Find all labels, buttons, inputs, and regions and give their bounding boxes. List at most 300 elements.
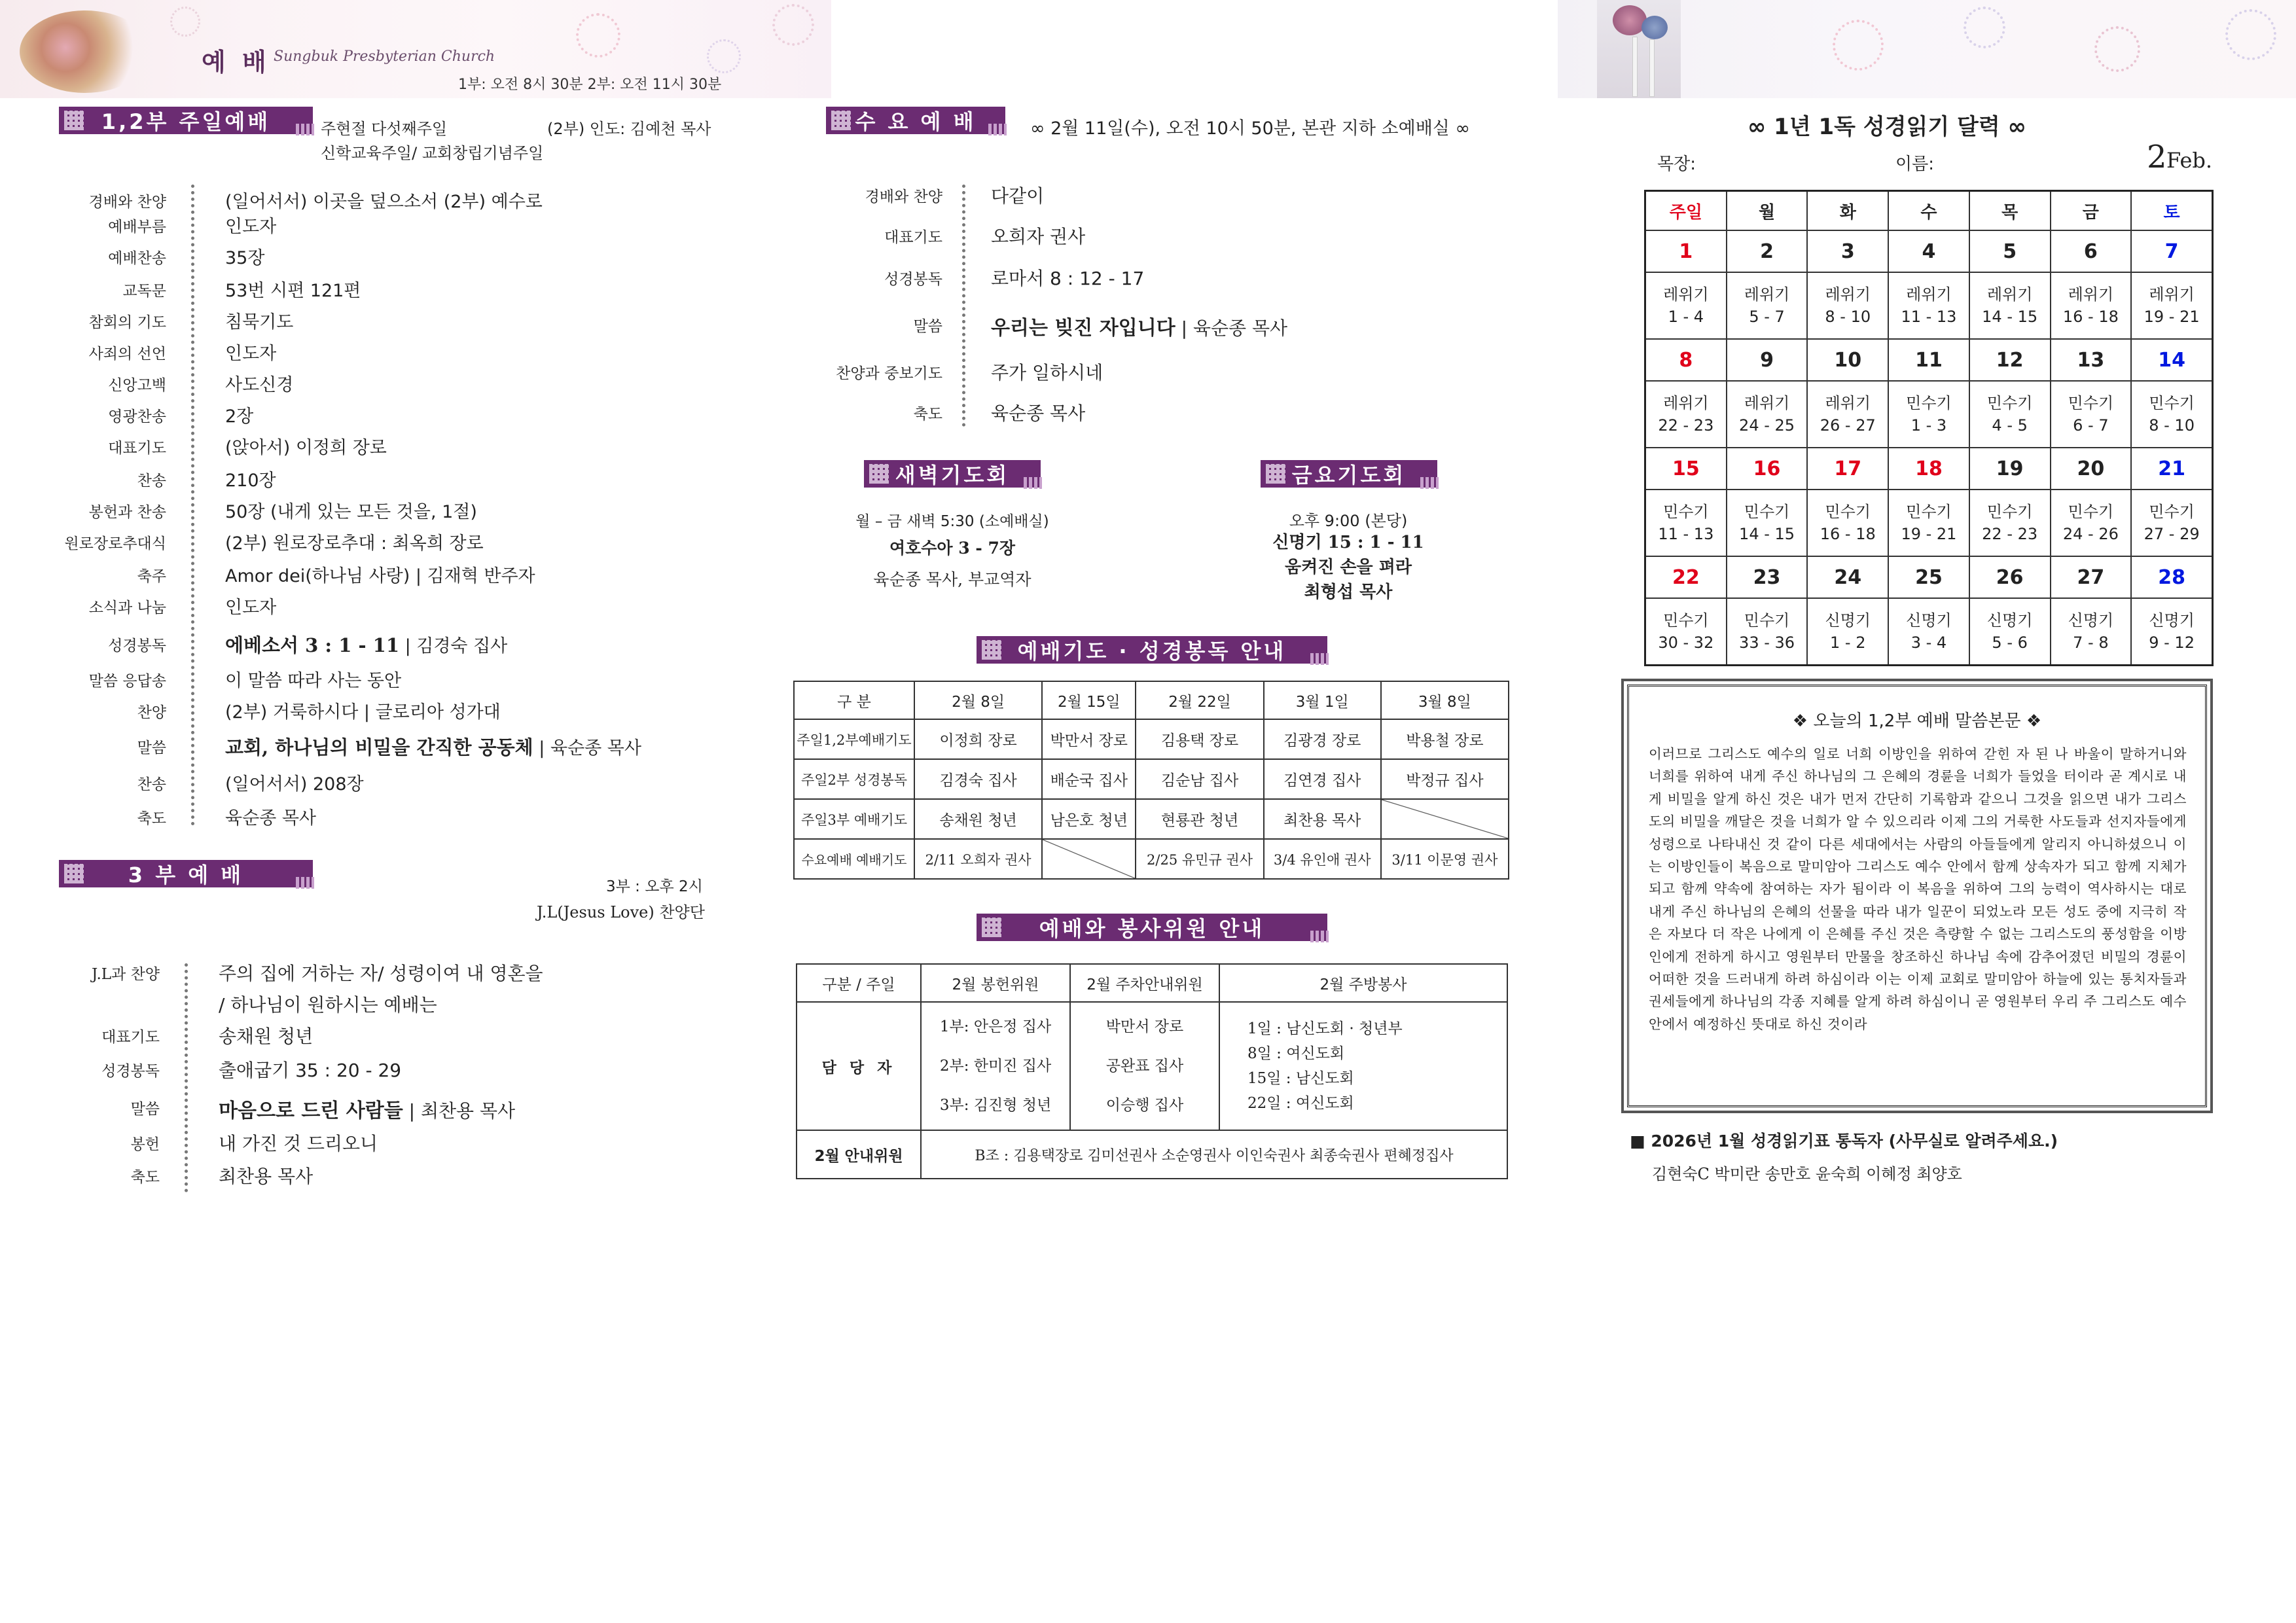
order-item-label: 영광찬송 [108, 408, 166, 425]
wednesday-info: ∞ 2월 11일(수), 오전 10시 50분, 본관 지하 소예배실 ∞ [1030, 118, 1470, 139]
reading-book: 민수기 [2149, 394, 2195, 412]
calendar-date-row [1645, 339, 2213, 381]
table-header: 2월 22일 [1136, 681, 1263, 719]
reading-book: 민수기 [1663, 503, 1709, 521]
order-item-value [225, 187, 543, 213]
order-item-text: 210장 [225, 471, 276, 491]
order-item-value [991, 223, 1085, 249]
calendar-date: 3 [1807, 230, 1888, 272]
reading-book: 민수기 [1906, 394, 1952, 412]
calendar-date: 22 [1645, 556, 1727, 598]
calendar-date-row [1645, 230, 2213, 272]
offering-3: 3부: 김진형 청년 [939, 1097, 1052, 1114]
calendar-date: 20 [2051, 448, 2132, 490]
sunday-week: 주현절 다섯째주일 [321, 120, 448, 138]
calendar-day-header-row [1645, 191, 2213, 231]
dawn-time: 월 – 금 새벽 5:30 (소예배실) [855, 513, 1049, 530]
day-header: 화 [1807, 191, 1888, 231]
order-item-label: 말씀 [137, 740, 166, 757]
order-item-value [225, 339, 276, 365]
reading-note-title: ■ 2026년 1월 성경읽기표 통독자 (사무실로 알려주세요.) [1630, 1132, 2058, 1150]
reading-chapters: 16 - 18 [1820, 525, 1876, 543]
calendar-date: 21 [2131, 448, 2212, 490]
reading-chapters: 24 - 26 [2062, 525, 2119, 543]
table-header-row [794, 681, 1509, 719]
table-cell: 김광경 장로 [1264, 719, 1381, 759]
reading-book: 신명기 [2068, 611, 2114, 630]
calendar-date: 10 [1807, 339, 1888, 381]
order-item-label: 참회의 기도 [88, 314, 166, 331]
reading-book: 민수기 [2149, 503, 2195, 521]
calendar-reading [1727, 272, 1808, 339]
snowflake-icon [772, 4, 814, 46]
reading-book: 민수기 [2068, 503, 2114, 521]
reading-chapters: 22 - 23 [1658, 416, 1714, 435]
order-item-text: 다같이 [991, 185, 1045, 207]
day-header: 월 [1727, 191, 1808, 231]
order-item-label: J.L과 찬양 [92, 966, 160, 983]
order-item-value [219, 1022, 313, 1048]
calendar-reading [1888, 598, 1969, 666]
order-item-extra: | 육순종 목사 [533, 738, 641, 758]
order-item-label: 성경봉독 [101, 1063, 160, 1080]
order-item-label: 봉헌과 찬송 [88, 504, 166, 521]
calendar-reading [1969, 272, 2051, 339]
order-item-text: 주가 일하시네 [991, 362, 1103, 383]
calendar-date: 4 [1888, 230, 1969, 272]
reading-book: 레위기 [1663, 285, 1709, 304]
volunteer-table [796, 963, 1508, 1179]
order-item-text: 내 가진 것 드리오니 [219, 1133, 378, 1154]
table-cell: 2/25 유민규 권사 [1136, 839, 1263, 879]
order-item-value [225, 370, 293, 396]
friday-time: 오후 9:00 (본당) [1289, 512, 1408, 530]
church-name: Sungbuk Presbyterian Church [274, 48, 495, 65]
calendar-date: 6 [2051, 230, 2132, 272]
table-cell: 2/11 오희자 권사 [914, 839, 1042, 879]
calendar-date: 9 [1727, 339, 1808, 381]
calendar-reading [1888, 490, 1969, 556]
table-row [794, 759, 1509, 799]
table-header-row [797, 964, 1507, 1002]
table-row [794, 799, 1509, 839]
order-item-value [991, 359, 1103, 385]
table-header: 2월 8일 [914, 681, 1042, 719]
calendar-reading [2131, 272, 2212, 339]
calendar-date-row [1645, 448, 2213, 490]
order-item-value [225, 276, 361, 302]
table-header: 2월 주방봉사 [1219, 964, 1507, 1002]
order-item-text: 우리는 빚진 자입니다 [991, 317, 1175, 340]
order-item-text: / 하나님이 원하시는 예배는 [219, 994, 437, 1016]
table-cell: 송채원 청년 [914, 799, 1042, 839]
calendar-reading [1727, 381, 1808, 448]
section-wednesday-service: 수 요 예 배 [826, 107, 1005, 134]
table-cell: 이정희 장로 [914, 719, 1042, 759]
kitchen-1: 1일 : 남신도회 · 청년부 [1247, 1020, 1403, 1037]
order-item-label: 대표기도 [108, 440, 166, 457]
order-item-text: 인도자 [225, 217, 277, 237]
calendar-reading-row [1645, 490, 2213, 556]
row-label: 주일2부 성경봉독 [794, 759, 914, 799]
reading-book: 민수기 [1986, 503, 2033, 521]
order-item-label: 교독문 [122, 283, 166, 300]
dotted-divider [191, 185, 198, 826]
calendar-reading [1969, 381, 2051, 448]
reading-book: 레위기 [1663, 394, 1709, 412]
third-choir: J.L(Jesus Love) 찬양단 [537, 903, 705, 921]
offering-2: 2부: 한미진 집사 [939, 1058, 1052, 1075]
table-cell-empty [1042, 839, 1136, 879]
order-item-text: 육순종 목사 [225, 808, 316, 829]
reading-chapters: 1 - 3 [1910, 416, 1947, 435]
table-cell: 박용철 장로 [1381, 719, 1509, 759]
order-item-label: 축도 [913, 406, 942, 423]
reading-book: 신명기 [1986, 611, 2033, 630]
order-item-value [219, 1162, 313, 1188]
flower-image [20, 10, 151, 93]
order-item-value [991, 312, 1287, 340]
order-item-label: 원로장로추대식 [64, 535, 166, 552]
order-item-label: 성경봉독 [108, 637, 166, 654]
calendar-reading [1888, 381, 1969, 448]
reading-chapters: 1 - 4 [1668, 308, 1704, 326]
order-item-text: 최찬용 목사 [219, 1166, 314, 1187]
table-header: 3월 1일 [1264, 681, 1381, 719]
parking-1: 박만서 장로 [1105, 1018, 1184, 1035]
order-item-value [219, 1056, 401, 1082]
table-header: 구 분 [794, 681, 914, 719]
order-item-text: Amor dei(하나님 사랑) | 김재혁 반주자 [225, 566, 535, 586]
reading-book: 신명기 [1825, 611, 1871, 630]
order-item-text: 이 말씀 따라 사는 동안 [225, 671, 402, 691]
section-prayer-table: 예배기도 · 성경봉독 안내 [977, 636, 1327, 664]
order-item-value [225, 562, 535, 587]
prayer-schedule-table [793, 681, 1509, 880]
third-time: 3부 : 오후 2시 [606, 878, 703, 895]
order-item-label: 말씀 [130, 1101, 160, 1118]
order-item-text: 인도자 [225, 344, 277, 364]
parking-3: 이승행 집사 [1105, 1097, 1184, 1114]
row-label: 담 당 자 [797, 1002, 921, 1130]
table-cell: 3/4 유인애 권사 [1264, 839, 1381, 879]
order-item-label: 말씀 [913, 318, 942, 335]
snowflake-icon [1964, 7, 2005, 48]
calendar-date: 13 [2051, 339, 2132, 381]
friday-title: 움켜진 손을 펴라 [1285, 558, 1412, 577]
calendar-date: 23 [1727, 556, 1808, 598]
table-cell: 배순국 집사 [1042, 759, 1136, 799]
reading-chapters: 16 - 18 [2062, 308, 2119, 326]
reading-chapters: 6 - 7 [2073, 416, 2109, 435]
reading-book: 레위기 [1986, 285, 2033, 304]
calendar-reading [2131, 490, 2212, 556]
order-item-label: 찬양과 중보기도 [836, 365, 942, 382]
table-cell: 김연경 집사 [1264, 759, 1381, 799]
order-item-value [219, 1130, 378, 1156]
table-cell: 남은호 청년 [1042, 799, 1136, 839]
order-item-text: 교회, 하나님의 비밀을 간직한 공동체 [225, 736, 533, 758]
calendar-month-abbr: Feb. [2166, 148, 2213, 173]
order-item-value [225, 733, 641, 760]
reading-book: 신명기 [1906, 611, 1952, 630]
scripture-title: ❖ 오늘의 1,2부 예배 말씀본문 ❖ [1792, 711, 2042, 731]
calendar-date: 14 [2131, 339, 2212, 381]
day-header: 수 [1888, 191, 1969, 231]
section-volunteer-table: 예배와 봉사위원 안내 [977, 914, 1327, 941]
service-times: 1부: 오전 8시 30분 2부: 오전 11시 30분 [458, 77, 722, 93]
order-item-value [219, 991, 437, 1017]
dawn-leaders: 육순종 목사, 부교역자 [873, 570, 1031, 589]
calendar-reading-row [1645, 272, 2213, 339]
order-item-text: (일어서서) 이곳을 덮으소서 (2부) 예수로 [225, 192, 543, 212]
calendar-name-label: 이름: [1895, 154, 1934, 174]
table-cell: 현룡관 청년 [1136, 799, 1263, 839]
snowflake-icon [1833, 20, 1884, 71]
calendar-reading [1645, 272, 1727, 339]
order-item-label: 말씀 응답송 [88, 673, 166, 690]
reading-chapters: 1 - 2 [1830, 633, 1866, 652]
table-header: 2월 봉헌위원 [921, 964, 1070, 1002]
order-item-value [225, 243, 264, 269]
calendar-date-row [1645, 556, 2213, 598]
calendar-date: 1 [1645, 230, 1727, 272]
reading-chapters: 22 - 23 [1982, 525, 2038, 543]
reading-book: 레위기 [1825, 285, 1871, 304]
order-item-label: 경배와 찬양 [88, 194, 166, 211]
table-cell-empty [1381, 799, 1509, 839]
order-item-value [219, 1094, 515, 1123]
row-label: 2월 안내위원 [797, 1130, 921, 1179]
order-item-label: 대표기도 [884, 229, 942, 246]
section-friday-prayer: 금요기도회 [1261, 460, 1437, 488]
table-row [797, 1130, 1507, 1179]
calendar-date: 28 [2131, 556, 2212, 598]
order-item-value [225, 402, 253, 427]
reading-book: 민수기 [2068, 394, 2114, 412]
reading-book: 민수기 [1825, 503, 1871, 521]
table-cell: 3/11 이문영 권사 [1381, 839, 1509, 879]
calendar-date: 26 [1969, 556, 2051, 598]
snowflake-icon [707, 39, 741, 73]
section-dawn-prayer: 새벽기도회 [864, 460, 1041, 488]
table-cell: 최찬용 목사 [1264, 799, 1381, 839]
calendar-reading [1807, 381, 1888, 448]
order-item-value [991, 182, 1044, 208]
calendar-date: 18 [1888, 448, 1969, 490]
friday-scripture: 신명기 15 : 1 - 11 [1272, 533, 1424, 552]
reading-chapters: 27 - 29 [2144, 525, 2200, 543]
kitchen-3: 15일 : 남신도회 [1247, 1070, 1354, 1087]
order-item-text: (일어서서) 208장 [225, 774, 364, 794]
reading-book: 민수기 [1744, 503, 1790, 521]
order-item-label: 축도 [130, 1169, 160, 1186]
table-row [794, 839, 1509, 879]
dawn-scripture: 여호수아 3 - 7장 [889, 539, 1016, 558]
order-item-label: 신앙고백 [108, 377, 166, 394]
calendar-reading [1969, 490, 2051, 556]
reading-chapters: 8 - 10 [1825, 308, 1871, 326]
scripture-text: 이러므로 그리스도 예수의 일로 너희 이방인을 위하여 갇힌 자 된 나 바울이 말하거니와 너희를 위하여 내게 주신 하나님의 그 은혜의 경륜을 너희가 들었을 터이라 곧 계시로 내게 비밀을 알게 하신 것은 내가 먼저 간단히 기록함과 같으니 그것을 읽으면 내가 그리스도의 비밀을 깨달은 것을 너희가 알 수 있으리라 이제 그의 거룩한 사도들과 선지자들에게 성령으로 나타내신 것 같이 다른 세대에서는 사람의 아들들에게 알리지 아니하셨으니 이는 이방인들이 복음으로 말미암아 그리스도 예수 안에서 함께 상속자가 되고 함께 지체가 되고 함께 약속에 참여하는 자가 됨이라 이 복음을 위하여 그의 능력이 역사하시는 대로 내게 주신 하나님의 은혜의 선물을 따라 내가 일꾼이 되었노라 모든 성도 중에 지극히 작은 자보다 더 작은 나에게 이 은혜를 주신 것은 측량할 수 없는 그리스도의 풍성함을 이방인에게 전하게 하시고 영원부터 만물을 창조하신 하나님 속에 감추어졌던 비밀의 경륜이 어떠한 것을 드러내게 하려 하심이라 이는 이제 교회로 말미암아 하늘에 있는 통치자들과 권세들에게 하나님의 각종 지혜를 알게 하려 하심이니 곧 영원부터 우리 주 그리스도 예수 안에서 예정하신 뜻대로 하신 것이라 [1649, 746, 2187, 1032]
reading-book: 민수기 [1663, 611, 1709, 630]
calendar-date: 27 [2051, 556, 2132, 598]
order-item-text: 오희자 권사 [991, 226, 1086, 247]
order-item-value [225, 308, 293, 333]
order-item-text: 육순종 목사 [991, 402, 1086, 424]
reading-chapters: 24 - 25 [1739, 416, 1795, 435]
reading-book: 레위기 [1825, 394, 1871, 412]
order-item-label: 축도 [137, 810, 166, 827]
reading-chapters: 3 - 4 [1910, 633, 1947, 652]
kitchen-cell [1219, 1002, 1507, 1130]
reading-chapters: 5 - 7 [1749, 308, 1785, 326]
order-item-value [225, 631, 507, 658]
row-label: 주일3부 예배기도 [794, 799, 914, 839]
order-item-value [225, 497, 477, 523]
day-header: 토 [2131, 191, 2212, 231]
calendar-reading [1969, 598, 2051, 666]
order-item-extra: | 김경숙 집사 [399, 636, 508, 656]
table-cell: 박정규 집사 [1381, 759, 1509, 799]
calendar-reading [1807, 272, 1888, 339]
calendar-reading [2051, 598, 2132, 666]
table-cell: 김순남 집사 [1136, 759, 1263, 799]
reading-chapters: 11 - 13 [1901, 308, 1957, 326]
order-item-label: 대표기도 [101, 1029, 160, 1046]
offering-cell [921, 1002, 1070, 1130]
calendar-reading [2131, 598, 2212, 666]
parking-2: 공완표 집사 [1105, 1058, 1184, 1075]
table-cell: 김용택 장로 [1136, 719, 1263, 759]
reading-book: 민수기 [1906, 503, 1952, 521]
reading-book: 레위기 [2149, 285, 2195, 304]
order-item-text: 인도자 [225, 597, 277, 618]
order-item-value [225, 433, 387, 459]
calendar-reading [2051, 272, 2132, 339]
order-item-value [225, 698, 501, 723]
order-item-text: 마음으로 드린 사람들 [219, 1099, 403, 1122]
kitchen-2: 8일 : 여신도회 [1247, 1045, 1345, 1062]
guide-cell: B조 : 김용택장로 김미선권사 소순영권사 이인숙권사 최종숙권사 편혜정집사 [921, 1130, 1507, 1179]
calendar-reading [2131, 381, 2212, 448]
order-item-text: 침묵기도 [225, 312, 294, 332]
order-item-text: 사도신경 [225, 375, 294, 395]
order-item-extra: | 최찬용 목사 [403, 1100, 516, 1122]
order-item-value [225, 212, 276, 238]
scripture-box [1627, 685, 2207, 1107]
order-item-label: 축주 [137, 568, 166, 585]
reading-chapters: 19 - 21 [2144, 308, 2200, 326]
calendar-reading-row [1645, 598, 2213, 666]
snowflake-icon [576, 13, 620, 58]
order-item-label: 사죄의 선언 [88, 346, 166, 363]
calendar-reading [1645, 381, 1727, 448]
sunday-theme: 신학교육주일/ 교회창립기념주일 [321, 144, 544, 162]
order-item-extra: | 육순종 목사 [1175, 317, 1288, 339]
order-item-label: 찬송 [137, 776, 166, 793]
calendar-date: 25 [1888, 556, 1969, 598]
order-item-value [225, 666, 401, 692]
order-item-label: 찬송 [137, 473, 166, 490]
table-header: 2월 15일 [1042, 681, 1136, 719]
reading-chapters: 26 - 27 [1820, 416, 1876, 435]
calendar-reading-row [1645, 381, 2213, 448]
order-item-label: 소식과 나눔 [88, 599, 166, 616]
sunday-leader: (2부) 인도: 김예천 목사 [547, 120, 711, 138]
reading-book: 민수기 [1744, 611, 1790, 630]
order-item-text: 에베소서 3 : 1 - 11 [225, 634, 399, 656]
order-item-text: 35장 [225, 248, 265, 268]
calendar-date: 11 [1888, 339, 1969, 381]
reading-note-names: 김현숙C 박미란 송만호 윤숙희 이혜정 최양호 [1652, 1165, 1962, 1183]
calendar-reading [1645, 598, 1727, 666]
table-cell: 김경숙 집사 [914, 759, 1042, 799]
order-item-value [991, 399, 1085, 425]
order-item-text: 50장 (내게 있는 모든 것을, 1절) [225, 502, 477, 522]
reading-chapters: 30 - 32 [1658, 633, 1714, 652]
day-header: 목 [1969, 191, 2051, 231]
calendar-reading [1807, 598, 1888, 666]
offering-1: 1부: 안은정 집사 [939, 1018, 1052, 1035]
bible-reading-calendar [1644, 190, 2214, 666]
order-item-value [219, 959, 543, 986]
order-item-text: 로마서 8 : 12 - 17 [991, 268, 1145, 289]
snowflake-icon [170, 7, 200, 37]
reading-chapters: 14 - 15 [1982, 308, 2038, 326]
order-item-label: 예배부름 [108, 219, 166, 236]
calendar-reading [1727, 598, 1808, 666]
calendar-month-number: 2 [2147, 139, 2167, 175]
reading-chapters: 9 - 12 [2149, 633, 2195, 652]
order-item-text: 출애굽기 35 : 20 - 29 [219, 1060, 402, 1081]
reading-book: 신명기 [2149, 611, 2195, 630]
calendar-reading [2051, 381, 2132, 448]
order-item-text: 주의 집에 거하는 자/ 성령이여 내 영혼을 [219, 963, 543, 984]
order-item-value [225, 593, 276, 618]
calendar-date: 12 [1969, 339, 2051, 381]
order-item-text: 2장 [225, 406, 254, 427]
reading-book: 레위기 [1744, 394, 1790, 412]
order-item-value [225, 770, 364, 795]
calendar-date: 8 [1645, 339, 1727, 381]
order-item-label: 봉헌 [130, 1136, 160, 1153]
order-item-value [225, 804, 316, 829]
reading-chapters: 33 - 36 [1739, 633, 1795, 652]
table-row [794, 719, 1509, 759]
kitchen-4: 22일 : 여신도회 [1247, 1095, 1354, 1112]
calendar-reading [1888, 272, 1969, 339]
snowflake-icon [2225, 9, 2276, 60]
reading-chapters: 14 - 15 [1739, 525, 1795, 543]
day-header: 금 [2051, 191, 2132, 231]
calendar-date: 24 [1807, 556, 1888, 598]
calendar-reading [1727, 490, 1808, 556]
reading-book: 레위기 [1744, 285, 1790, 304]
order-item-label: 예배찬송 [108, 250, 166, 267]
calendar-date: 19 [1969, 448, 2051, 490]
calendar-pastor-label: 목장: [1657, 154, 1696, 174]
section-sunday-service: 1,2부 주일예배 [59, 107, 313, 134]
reading-book: 레위기 [2068, 285, 2114, 304]
reading-chapters: 4 - 5 [1992, 416, 2028, 435]
page-title: 예 배 [202, 47, 270, 77]
table-cell: 박만서 장로 [1042, 719, 1136, 759]
table-header: 구분 / 주일 [797, 964, 921, 1002]
table-header: 2월 주차안내위원 [1070, 964, 1219, 1002]
order-item-text: (2부) 원로장로추대 : 최옥희 장로 [225, 533, 484, 554]
calendar-date: 16 [1727, 448, 1808, 490]
calendar-date: 15 [1645, 448, 1727, 490]
